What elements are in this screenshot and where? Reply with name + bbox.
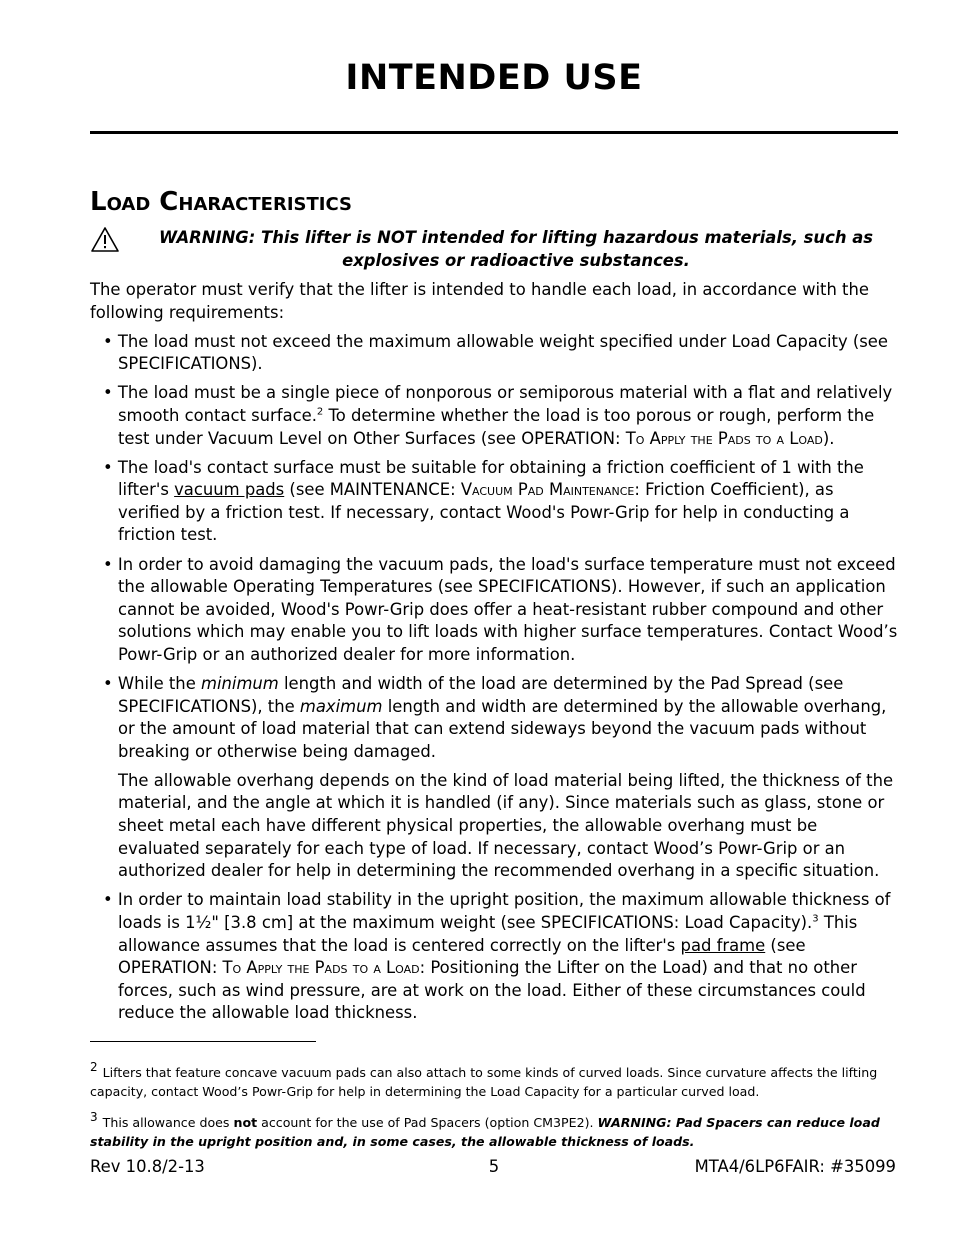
intro-paragraph: The operator must verify that the lifter is intended to handle each load, in accordance with the following requirements: xyxy=(90,280,869,322)
revision-label: Rev 10.8/2-13 xyxy=(90,1157,205,1176)
footnote-warning: WARNING: Pad Spacers can reduce load stability in the upright position and, in some cases, the allowable thickness of loads. xyxy=(90,1115,880,1149)
warning-text: WARNING: This lifter is NOT intended for lifting hazardous materials, such as explosives or radioactive substances. xyxy=(158,228,874,270)
page-footer xyxy=(90,1157,898,1181)
overhang-paragraph: The allowable overhang depends on the kind of load material being lifted, the thickness of the material, and the angle at which it is handled (if any). Since materials such as glass, stone or sheet metal each have different physical properties, the allowable overhang must be evaluated separately for each type of load. If necessary, contact Wood’s Powr-Grip or an authorized dealer for help in determining the recommended overhang in a specific situation. xyxy=(118,770,894,881)
bullet-weight: • The load must not exceed the maximum allowable weight specified under Load Capacity (see SPECIFICATIONS). xyxy=(103,331,888,374)
term-pad-frame: pad frame xyxy=(680,935,766,955)
footnote-3: 3 This allowance does not account for the use of Pad Spacers (option CM3PE2). WARNING: Pad Spacers can reduce load stability in the upright position and, in some cases, the allowable thickness of loads. xyxy=(90,1110,880,1149)
section-ref: To Apply the Pads to a Load xyxy=(625,428,823,448)
bullet-thickness: • In order to maintain load stability in the upright position, the maximum allowable thickness of loads is 1½" [3.8 cm] at the maximum weight (see SPECIFICATIONS: Load Capacity).$^3$ This allowance assumes that the load is centered correctly on the lifter's pad frame (see OPERATION: To Apply the Pads to a Load: Positioning the Lifter on the Load) and that no other forces, such as wind pressure, are at work on the load. Either of these circumstances could reduce the allowable load thickness. xyxy=(103,890,891,1023)
footnote-ref-3: 3 xyxy=(812,913,819,925)
body-text xyxy=(90,279,898,1031)
bullet-material: • The load must be a single piece of nonporous or semiporous material with a flat and relatively smooth contact surface.$^2$ To determine whether the load is too porous or rough, perform the test under Vacuum Level on Other Surfaces (see OPERATION: To Apply the Pads to a Load). xyxy=(103,383,893,448)
footnote-divider xyxy=(90,1041,316,1042)
section-heading: Load Characteristics xyxy=(90,187,352,217)
bullet-friction: • The load's contact surface must be suitable for obtaining a friction coefficient of 1 with the lifter's vacuum pads (see MAINTENANCE: Vacuum Pad Maintenance: Friction Coefficient), as verified by a friction test. If necessary, contact Wood's Powr-Grip for help in conducting a friction test. xyxy=(103,457,864,545)
warning-callout xyxy=(90,226,898,272)
footnote-2: 2 Lifters that feature concave vacuum pads can also attach to some kinds of curved loads. Since curvature affects the lifting capacity, contact Wood’s Powr-Grip for help in determining the Load Capacity for a particular curved load. xyxy=(90,1060,878,1099)
term-vacuum-pads: vacuum pads xyxy=(174,480,285,500)
page-number: 5 xyxy=(488,1157,500,1176)
model-number: MTA4/6LP6FAIR: #35099 xyxy=(694,1157,896,1176)
page-title: INTENDED USE xyxy=(345,58,643,98)
bullet-temperature: • In order to avoid damaging the vacuum pads, the load's surface temperature must not exceed the allowable Operating Temperatures (see SPECIFICATIONS). However, if such an application cannot be avoided, Wood's Powr-Grip does offer a heat-resistant rubber compound and other solutions which may enable you to lift loads with higher surface temperatures. Contact Wood’s Powr-Grip or an authorized dealer for more information. xyxy=(103,554,898,664)
footnote-ref-2: 2 xyxy=(316,406,324,418)
warning-triangle-icon xyxy=(90,226,120,254)
section-ref: To Apply the Pads to a Load xyxy=(222,958,420,978)
bullet-dimensions: • While the minimum length and width of the load are determined by the Pad Spread (see SPECIFICATIONS), the maximum length and width are determined by the allowable overhang, or the amount of load material that can extend sideways beyond the vacuum pads without breaking or otherwise being damaged. xyxy=(103,674,887,761)
footnotes xyxy=(90,1058,898,1158)
section-ref: Vacuum Pad Maintenance xyxy=(460,480,635,500)
title-divider xyxy=(90,131,898,134)
